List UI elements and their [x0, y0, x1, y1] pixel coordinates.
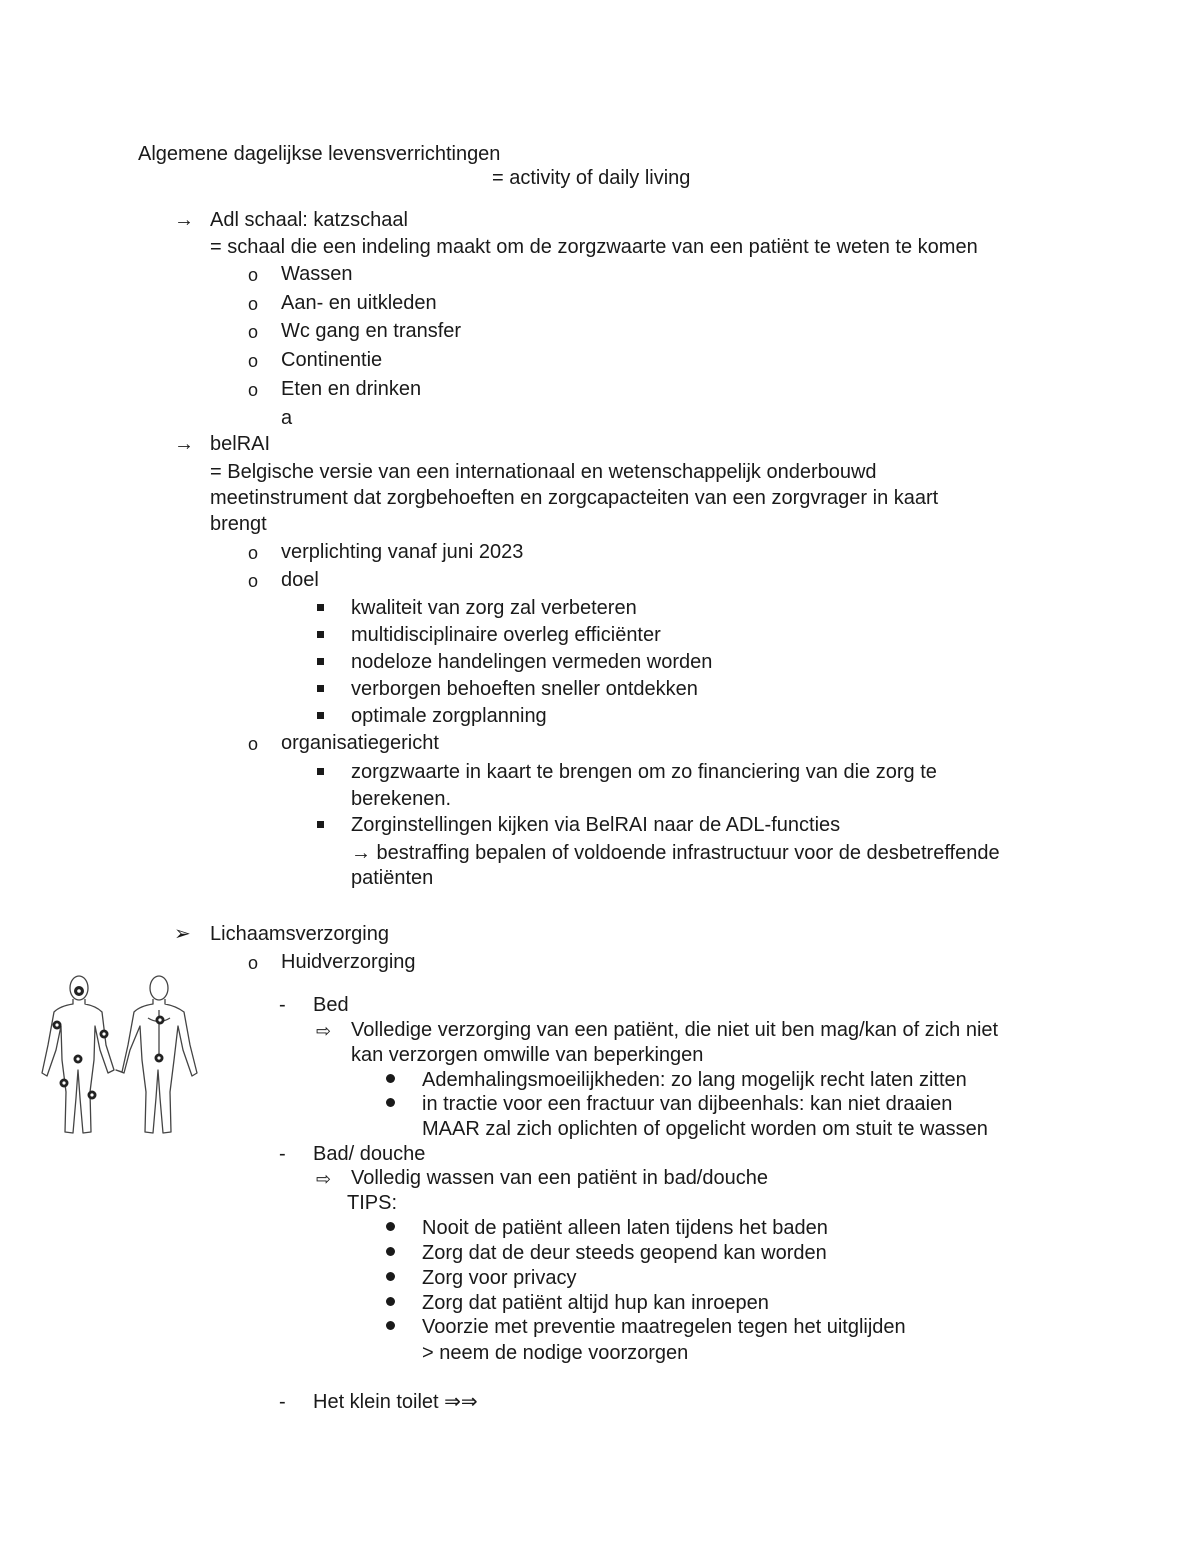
circle-bullet: o: [248, 571, 259, 591]
body-care-sub: Huidverzorging: [281, 951, 416, 973]
square-bullet: [317, 821, 324, 828]
circle-bullet: o: [248, 265, 259, 285]
belrai-obligation: verplichting vanaf juni 2023: [281, 541, 524, 563]
dash-marker: -: [279, 994, 286, 1016]
circle-bullet: o: [248, 294, 259, 314]
belrai-goal-label: doel: [281, 569, 319, 591]
round-bullet: [386, 1272, 395, 1281]
org-item-line: berekenen.: [351, 788, 452, 810]
adl-item: Continentie: [281, 349, 383, 371]
circle-bullet: o: [248, 351, 259, 371]
tip-item: Nooit de patiënt alleen laten tijdens het baden: [422, 1217, 828, 1239]
document-title: Algemene dagelijkse levensverrichtingen: [138, 143, 501, 165]
circle-bullet: o: [248, 734, 259, 754]
hollow-arrow-marker: ⇨: [316, 1169, 332, 1189]
square-bullet: [317, 658, 324, 665]
tip-item: Zorg dat patiënt altijd hup kan inroepen: [422, 1292, 769, 1314]
org-item-line: Zorginstellingen kijken via BelRAI naar de ADL-functies: [351, 814, 841, 836]
arrow-marker: →: [174, 433, 194, 455]
dash-marker: -: [279, 1143, 286, 1165]
bed-bullet-line: in tractie voor een fractuur van dijbeenhals: kan niet draaien: [422, 1093, 953, 1115]
circle-bullet: o: [248, 380, 259, 400]
bed-desc-line: kan verzorgen omwille van beperkingen: [351, 1044, 704, 1066]
body-diagram-icon: [36, 970, 202, 1140]
adl-heading: Adl schaal: katzschaal: [210, 209, 408, 231]
goal-item: nodeloze handelingen vermeden worden: [351, 651, 713, 673]
bed-label: Bed: [313, 994, 349, 1016]
adl-definition: = schaal die een indeling maakt om de zorgzwaarte van een patiënt te weten te komen: [210, 236, 978, 258]
round-bullet: [386, 1222, 395, 1231]
body-care-heading: Lichaamsverzorging: [210, 923, 389, 945]
belrai-definition-line: = Belgische versie van een internationaal en wetenschappelijk onderbouwd: [210, 461, 877, 483]
tip-item: Zorg voor privacy: [422, 1267, 577, 1289]
hollow-arrow-marker: ⇨: [316, 1021, 332, 1041]
org-item-line: zorgzwaarte in kaart te brengen om zo financiering van die zorg te: [351, 761, 937, 783]
tips-label: TIPS:: [347, 1192, 398, 1214]
tip-item: Zorg dat de deur steeds geopend kan worden: [422, 1242, 827, 1264]
document-subtitle: = activity of daily living: [492, 167, 691, 189]
adl-item: Eten en drinken: [281, 378, 422, 400]
belrai-definition-line: brengt: [210, 513, 267, 535]
adl-item: Wassen: [281, 263, 353, 285]
adl-item: Wc gang en transfer: [281, 320, 462, 342]
tip-item: Voorzie met preventie maatregelen tegen het uitglijden: [422, 1316, 906, 1338]
square-bullet: [317, 685, 324, 692]
belrai-definition-line: meetinstrument dat zorgbehoeften en zorgcapacteiten van een zorgvrager in kaart: [210, 487, 939, 509]
square-bullet: [317, 768, 324, 775]
bed-desc-line: Volledige verzorging van een patiënt, die niet uit ben mag/kan of zich niet: [351, 1019, 999, 1041]
chevron-marker: ➢: [174, 923, 191, 945]
goal-item: kwaliteit van zorg zal verbeteren: [351, 597, 637, 619]
adl-item: Aan- en uitkleden: [281, 292, 437, 314]
round-bullet: [386, 1098, 395, 1107]
round-bullet: [386, 1074, 395, 1083]
bed-bullet-line: MAAR zal zich oplichten of opgelicht worden om stuit te wassen: [422, 1118, 988, 1140]
arrow-marker: →: [174, 209, 194, 231]
bath-label: Bad/ douche: [313, 1143, 426, 1165]
round-bullet: [386, 1297, 395, 1306]
round-bullet: [386, 1247, 395, 1256]
round-bullet: [386, 1321, 395, 1330]
tip-extra: > neem de nodige voorzorgen: [422, 1342, 689, 1364]
circle-bullet: o: [248, 953, 259, 973]
square-bullet: [317, 604, 324, 611]
org-item-line: patiënten: [351, 867, 434, 889]
belrai-org-label: organisatiegericht: [281, 732, 439, 754]
square-bullet: [317, 631, 324, 638]
belrai-heading: belRAI: [210, 433, 271, 455]
goal-item: multidisciplinaire overleg efficiënter: [351, 624, 661, 646]
square-bullet: [317, 712, 324, 719]
goal-item: optimale zorgplanning: [351, 705, 547, 727]
circle-bullet: o: [248, 543, 259, 563]
goal-item: verborgen behoeften sneller ontdekken: [351, 678, 698, 700]
bath-desc: Volledig wassen van een patiënt in bad/douche: [351, 1167, 768, 1189]
stray-text: a: [281, 407, 293, 429]
org-item-line: → bestraffing bepalen of voldoende infrastructuur voor de desbetreffende: [351, 842, 1000, 864]
dash-marker: -: [279, 1391, 286, 1413]
small-toilet-label: Het klein toilet ⇒⇒: [313, 1391, 478, 1413]
bed-bullet: Ademhalingsmoeilijkheden: zo lang mogelijk recht laten zitten: [422, 1069, 967, 1091]
circle-bullet: o: [248, 322, 259, 342]
